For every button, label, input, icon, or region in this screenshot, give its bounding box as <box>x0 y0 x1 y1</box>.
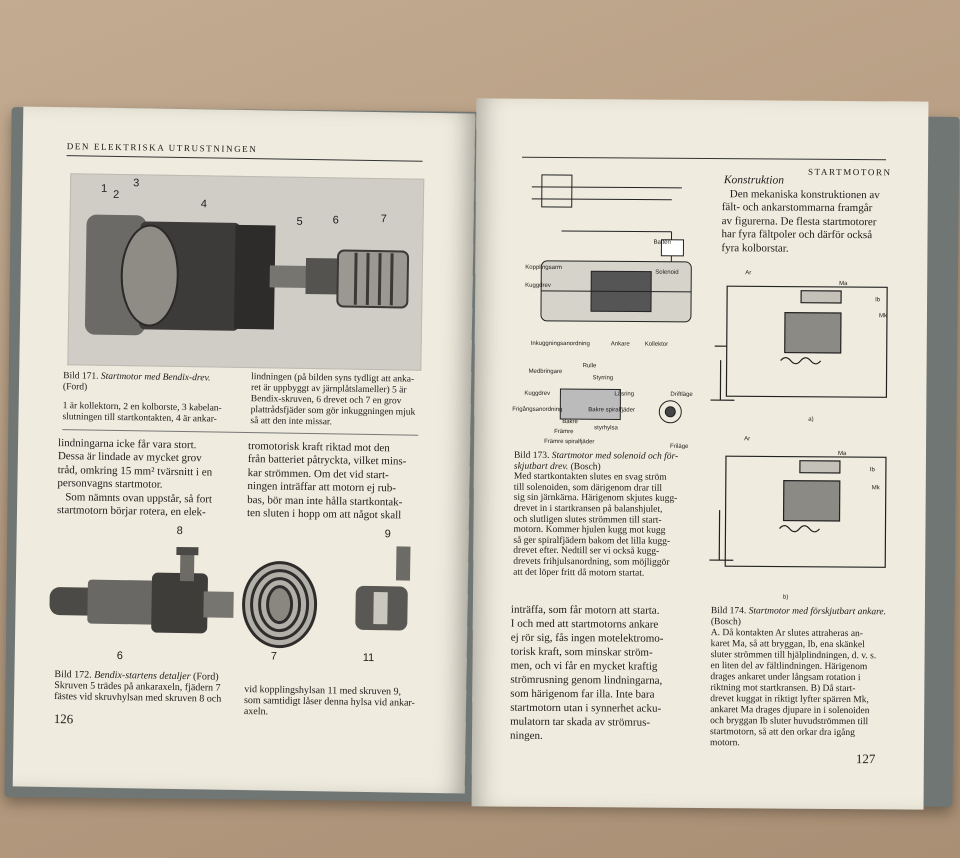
text-line: från batteriet påtryckta, vilket mins- <box>247 453 407 468</box>
caption-line: drevet in i startkransen på balanshjulet, <box>513 503 663 515</box>
caption-line: sluter strömmen till hjälplindningen, d. v. s. <box>710 650 877 662</box>
figure-172-parts <box>43 531 445 667</box>
callout-11: 11 <box>362 651 375 665</box>
body-text-column-1 <box>57 437 234 520</box>
figure-171-photo <box>67 173 424 371</box>
caption-line: så att den inte missar. <box>250 416 333 428</box>
figure-173-diagram <box>520 171 718 444</box>
label-ankare: Ankare <box>610 341 630 348</box>
text-line: I och med att startmotorns ankare <box>510 617 659 631</box>
bendix-screw-part <box>49 571 234 634</box>
caption-line: och bryggan Ib sluter huvudströmmen till <box>710 716 869 728</box>
caption-label: Bild 174. <box>710 606 749 617</box>
caption-line: en liten del av fältlindningen. Härigenom <box>710 661 868 673</box>
caption-line: motorn. <box>709 738 740 749</box>
callout-8: 8 <box>176 524 183 538</box>
caption-line: Med startkontakten slutes en svag ström <box>513 471 667 483</box>
caption-source: (Ford) <box>62 382 88 393</box>
caption-line: vid kopplingshylsan 11 med skruven 9, <box>244 684 402 698</box>
text-line: ningen. <box>509 729 543 742</box>
text-line: kar strömmen. Om det vid start- <box>247 466 389 482</box>
caption-line: drevet efter. Nedtill ser vi också kugg- <box>513 546 660 558</box>
caption-source: (Bosch) <box>570 461 601 472</box>
text-line: startmotorn börjar rotera, en elek- <box>56 504 206 519</box>
text-line: strömrusning genom lindningarna, <box>510 673 663 687</box>
caption-line: sig sin järnkärna. Härigenom skjutes kugg- <box>513 493 678 505</box>
caption-line: 1 är kollektorn, 2 en kolborste, 3 kabelan- <box>62 401 222 414</box>
caption-line: A. Då kontakten Ar slutes attraheras an- <box>710 628 863 640</box>
caption-label: Bild 173. <box>513 450 552 461</box>
caption-label: Bild 172. <box>54 669 95 681</box>
caption-line: till solenoiden, som därigenom drar till <box>513 482 663 494</box>
callout-3: 3 <box>133 177 140 190</box>
callout-9: 9 <box>384 528 391 541</box>
text-line: torisk kraft, som minskar ström- <box>510 645 653 659</box>
left-page <box>13 106 476 793</box>
label-inkuggningsanordning: Inkuggningsanordning <box>530 340 590 348</box>
caption-line: Skruven 5 trädes på ankaraxeln, fjädern 7 <box>54 680 221 694</box>
text-line: tromotorisk kraft riktad mot den <box>247 440 390 455</box>
caption-line: ret är uppbyggt av järnplåtslameller) 5 är <box>250 383 407 396</box>
text-line: fält- och ankarstommarna framgår <box>721 201 873 215</box>
starter-motor-illustration <box>68 174 423 370</box>
label-framre: Främre <box>554 428 574 436</box>
text-line: ten sluten i hopp om att något skall <box>246 507 402 522</box>
text-line: men, och vi får en mycket kraftig <box>510 659 658 673</box>
label-mk-b: Mk <box>871 485 880 492</box>
callout-7: 7 <box>380 213 387 226</box>
label-solenoid: Solenoid <box>655 269 679 276</box>
text-line: av figurerna. De flesta startmotorer <box>721 214 877 229</box>
text-line: personvagns startmotor. <box>57 477 163 491</box>
label-kopplingsarm: Kopplingsarm <box>525 264 563 272</box>
body-text-column-2 <box>247 440 428 523</box>
label-batteri: Batteri <box>653 239 671 246</box>
label-ar-b: Ar <box>744 436 751 443</box>
label-medbringare: Medbringare <box>528 368 563 376</box>
callout-4: 4 <box>200 198 208 211</box>
callout-6b: 6 <box>116 650 123 663</box>
text-line: lindningarna icke får vara stort. <box>57 437 197 452</box>
label-kuggdrev: Kuggdrev <box>525 282 551 289</box>
text-line: Som nämnts ovan uppstår, så fort <box>65 490 213 506</box>
caption-title: Bendix-startens detaljer <box>94 669 191 683</box>
label-styrhylsa: styrhylsa <box>594 425 618 432</box>
caption-title: Startmotor med förskjutbart ankare. <box>748 606 887 618</box>
section-rule <box>62 429 418 436</box>
caption-line: att det löper fritt då motorn startat. <box>513 567 645 579</box>
text-line: bas, bör man inte hålla startkontak- <box>247 493 403 509</box>
figure-172-caption <box>54 669 230 705</box>
header-rule <box>67 155 423 162</box>
label-b: b) <box>782 594 789 601</box>
text-line: tråd, omkring 15 mm² tvärsnitt i en <box>57 463 213 479</box>
spring-7-part <box>243 562 316 647</box>
label-a: a) <box>808 416 814 423</box>
caption-line: startmotorn, så att den orkar dra igång <box>710 727 855 739</box>
label-kuggdrev-2: Kuggdrev <box>524 390 551 397</box>
label-driftlage: Driftläge <box>670 391 693 398</box>
label-styrring: Styrring <box>592 375 614 382</box>
text-line: fyra kolborstar. <box>721 241 789 255</box>
caption-line: lindningen (på bilden syns tydligt att anka- <box>251 372 415 385</box>
callout-5: 5 <box>296 215 303 228</box>
caption-line: plattrådsfjäder som gör inkuggningen mjuk <box>250 405 416 418</box>
label-frilage: Friläge <box>670 443 689 450</box>
figure-173-caption <box>513 451 710 579</box>
label-rulle: Rulle <box>582 363 597 370</box>
body-text-main <box>510 603 707 744</box>
figure-171-caption-continued <box>250 372 427 430</box>
caption-line: och slutligen slutes strömmen till start- <box>513 514 662 526</box>
text-line: ningen inträffar att motorn ej rub- <box>247 480 397 495</box>
header-rule <box>522 157 886 161</box>
text-line: har fyra fältpoler och därför också <box>721 228 873 242</box>
page-number: 127 <box>855 751 876 767</box>
konstruktion-text <box>721 188 901 256</box>
label-ma-b: Ma <box>837 450 847 458</box>
text-line: Dessa är lindade av mycket grov <box>57 450 202 465</box>
label-kollektor: Kollektor <box>644 341 669 348</box>
caption-line: ankaret Ma drages djupare in i solenoiden <box>710 705 870 717</box>
label-ma-a: Ma <box>839 280 848 288</box>
figure-174-caption <box>710 606 901 750</box>
caption-source: (Ford) <box>192 671 219 683</box>
caption-source: (Bosch) <box>710 617 741 628</box>
text-line: ej rör sig, fås ingen motelektromo- <box>510 631 664 645</box>
callout-1: 1 <box>100 182 108 195</box>
text-line: inträffa, som får motorn att starta. <box>510 603 660 617</box>
callout-7b: 7 <box>270 650 277 663</box>
right-page <box>472 98 929 809</box>
caption-line: fästes vid skruvhylsan med skruven 8 och <box>54 691 222 705</box>
figure-172-caption-continued <box>244 684 424 720</box>
label-lasring: Låsring <box>614 391 635 398</box>
caption-label: Bild 171. <box>63 371 101 382</box>
section-heading: Konstruktion <box>723 174 785 187</box>
label-ib-a: Ib <box>875 297 881 304</box>
callout-2: 2 <box>112 188 120 202</box>
label-bakre: Bakre <box>562 419 578 426</box>
caption-line: riktning mot startkransen. B) Då start- <box>710 683 856 695</box>
text-line: som härigenom far illa. Inte bara <box>510 687 655 701</box>
running-head: STARTMOTORN <box>807 166 892 178</box>
label-mk-a: Mk <box>878 313 887 320</box>
caption-line: axeln. <box>243 706 269 718</box>
caption-line: motorn. Kommer hjulen kugg mot kugg <box>513 524 666 536</box>
caption-line: Bendix-skruven, 6 drevet och 7 en grov <box>250 394 402 407</box>
figure-171-caption <box>62 371 233 426</box>
label-frigangsanordning: Frigångsanordning <box>512 406 563 414</box>
label-framre-spiralfjader: Främre spiralfjäder <box>544 438 595 446</box>
label-ib-b: Ib <box>869 467 875 474</box>
caption-title: Startmotor med Bendix-drev. <box>100 371 211 384</box>
text-line: startmotorn utan i synnerhet acku- <box>510 701 662 715</box>
caption-line: så ger spiralfjädern bakom det lilla kugg- <box>513 535 671 547</box>
caption-line: slutningen till startkontakten, 4 är ankar- <box>62 412 217 425</box>
label-bakre-spiralfjader: Bakre spiralfjäder <box>588 407 636 414</box>
figure-174-circuits <box>709 260 907 591</box>
page-number: 126 <box>53 711 74 727</box>
text-line: mulatorn tar skada av strömrus- <box>510 715 651 729</box>
callout-6: 6 <box>332 214 339 227</box>
label-ar-a: Ar <box>745 270 752 277</box>
caption-line: som samtidigt låser denna hylsa vid ankar- <box>243 695 416 709</box>
text-line: Den mekaniska konstruktionen av <box>729 188 880 202</box>
caption-line: karet Ma, så att bryggan, Ib, ena skänkel <box>710 639 865 651</box>
caption-line: drages ankaret under långsam rotation i <box>710 672 861 684</box>
caption-title: Startmotor med solenoid och för-skjutbart drev. <box>513 450 679 472</box>
caption-line: drevets frihjulsanordning, som möjliggör <box>513 556 670 568</box>
caption-line: drevet kuggat in riktigt lyfter spärren Mk, <box>710 694 869 706</box>
sleeve-11-part <box>355 546 410 631</box>
running-head: DEN ELEKTRISKA UTRUSTNINGEN <box>66 141 258 155</box>
